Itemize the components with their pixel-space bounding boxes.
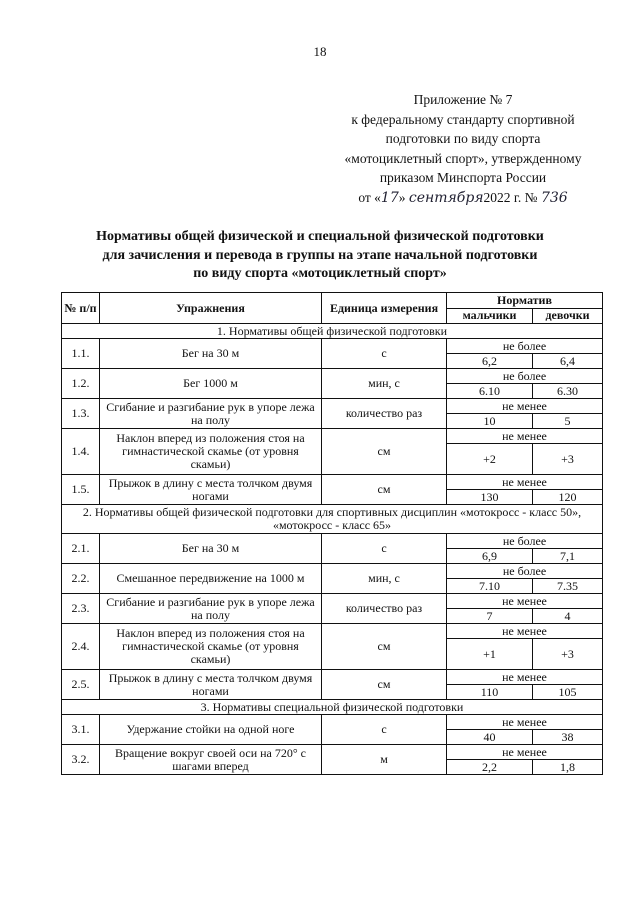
title-line: по виду спорта «мотоциклетный спорт» — [193, 266, 447, 281]
row-unit: мин, с — [322, 564, 447, 594]
page-number: 18 — [313, 44, 327, 59]
row-exercise: Смешанное передвижение на 1000 м — [100, 564, 322, 594]
row-num: 3.1. — [62, 715, 100, 745]
row-boys: +1 — [447, 639, 533, 670]
appendix-line: приказом Минспорта России — [379, 170, 547, 185]
header-num: № п/п — [62, 293, 100, 324]
row-girls: 5 — [533, 414, 603, 429]
row-unit: см — [322, 670, 447, 700]
header-norm: Норматив — [447, 293, 603, 309]
header-exercise: Упражнения — [100, 293, 322, 324]
row-girls: 7.35 — [533, 579, 603, 594]
row-condition: не менее — [447, 670, 603, 685]
row-condition: не более — [447, 564, 603, 579]
row-num: 1.3. — [62, 399, 100, 429]
date-year: 2022 г. № — [483, 189, 541, 205]
row-num: 2.5. — [62, 670, 100, 700]
row-girls: +3 — [533, 444, 603, 475]
row-exercise: Прыжок в длину с места толчком двумя ногами — [100, 475, 322, 505]
row-num: 1.1. — [62, 339, 100, 369]
row-boys: 6,9 — [447, 549, 533, 564]
row-boys: 10 — [447, 414, 533, 429]
row-unit: м — [322, 745, 447, 775]
date-mid: » — [398, 189, 409, 205]
row-unit: количество раз — [322, 399, 447, 429]
appendix-line: Приложение № 7 — [413, 92, 513, 107]
row-condition: не более — [447, 534, 603, 549]
row-exercise: Сгибание и разгибание рук в упоре лежа на полу — [100, 594, 322, 624]
order-number: 736 — [540, 189, 568, 206]
row-num: 1.5. — [62, 475, 100, 505]
appendix-line: подготовки по виду спорта — [385, 131, 541, 146]
row-exercise: Бег на 30 м — [100, 339, 322, 369]
row-boys: 7.10 — [447, 579, 533, 594]
row-boys: 6.10 — [447, 384, 533, 399]
row-condition: не менее — [447, 745, 603, 760]
appendix-line: к федеральному стандарту спортивной — [351, 111, 575, 127]
row-num: 3.2. — [62, 745, 100, 775]
row-girls: 120 — [533, 490, 603, 505]
row-exercise: Прыжок в длину с места толчком двумя ногами — [100, 670, 322, 700]
row-girls: 105 — [533, 685, 603, 700]
section-title: 3. Нормативы специальной физической подготовки — [62, 700, 603, 715]
row-girls: 4 — [533, 609, 603, 624]
appendix-block — [318, 90, 608, 208]
row-condition: не менее — [447, 429, 603, 444]
row-boys: +2 — [447, 444, 533, 475]
row-num: 2.3. — [62, 594, 100, 624]
row-exercise: Наклон вперед из положения стоя на гимнастической скамье (от уровня скамьи) — [100, 624, 322, 670]
row-unit: мин, с — [322, 369, 447, 399]
row-girls: 7,1 — [533, 549, 603, 564]
row-unit: с — [322, 339, 447, 369]
header-boys: мальчики — [447, 308, 533, 324]
date-prefix: от « — [358, 189, 381, 205]
norms-table — [61, 292, 603, 775]
row-girls: 6.30 — [533, 384, 603, 399]
row-unit: см — [322, 624, 447, 670]
row-condition: не менее — [447, 399, 603, 414]
row-exercise: Вращение вокруг своей оси на 720° с шагами вперед — [100, 745, 322, 775]
row-exercise: Бег 1000 м — [100, 369, 322, 399]
row-boys: 130 — [447, 490, 533, 505]
row-girls: +3 — [533, 639, 603, 670]
date-month: сентября — [408, 189, 484, 206]
row-boys: 40 — [447, 730, 533, 745]
row-condition: не более — [447, 339, 603, 354]
row-exercise: Бег на 30 м — [100, 534, 322, 564]
section-title: 2. Нормативы общей физической подготовки для спортивных дисциплин «мотокросс - класс 50», «мотокросс - класс 65» — [62, 505, 603, 534]
document-title — [40, 228, 600, 284]
row-condition: не более — [447, 369, 603, 384]
row-unit: с — [322, 715, 447, 745]
row-boys: 6,2 — [447, 354, 533, 369]
row-boys: 110 — [447, 685, 533, 700]
row-num: 2.4. — [62, 624, 100, 670]
row-unit: см — [322, 429, 447, 475]
title-line: для зачисления и перевода в группы на этапе начальной подготовки — [102, 247, 538, 263]
row-girls: 38 — [533, 730, 603, 745]
row-condition: не менее — [447, 594, 603, 609]
row-boys: 7 — [447, 609, 533, 624]
row-num: 1.2. — [62, 369, 100, 399]
row-num: 2.2. — [62, 564, 100, 594]
appendix-date — [318, 188, 608, 209]
row-num: 2.1. — [62, 534, 100, 564]
appendix-line: «мотоциклетный спорт», утвержденному — [344, 150, 582, 166]
header-girls: девочки — [533, 308, 603, 324]
row-girls: 6,4 — [533, 354, 603, 369]
row-exercise: Сгибание и разгибание рук в упоре лежа на полу — [100, 399, 322, 429]
row-exercise: Удержание стойки на одной ноге — [100, 715, 322, 745]
row-condition: не менее — [447, 715, 603, 730]
row-boys: 2,2 — [447, 760, 533, 775]
row-num: 1.4. — [62, 429, 100, 475]
row-exercise: Наклон вперед из положения стоя на гимнастической скамье (от уровня скамьи) — [100, 429, 322, 475]
header-unit: Единица измерения — [322, 293, 447, 324]
title-line: Нормативы общей физической и специальной физической подготовки — [96, 229, 544, 244]
section-title: 1. Нормативы общей физической подготовки — [62, 324, 603, 339]
row-unit: см — [322, 475, 447, 505]
row-condition: не менее — [447, 624, 603, 639]
date-day: 17 — [380, 189, 399, 206]
row-condition: не менее — [447, 475, 603, 490]
row-unit: количество раз — [322, 594, 447, 624]
row-unit: с — [322, 534, 447, 564]
row-girls: 1,8 — [533, 760, 603, 775]
